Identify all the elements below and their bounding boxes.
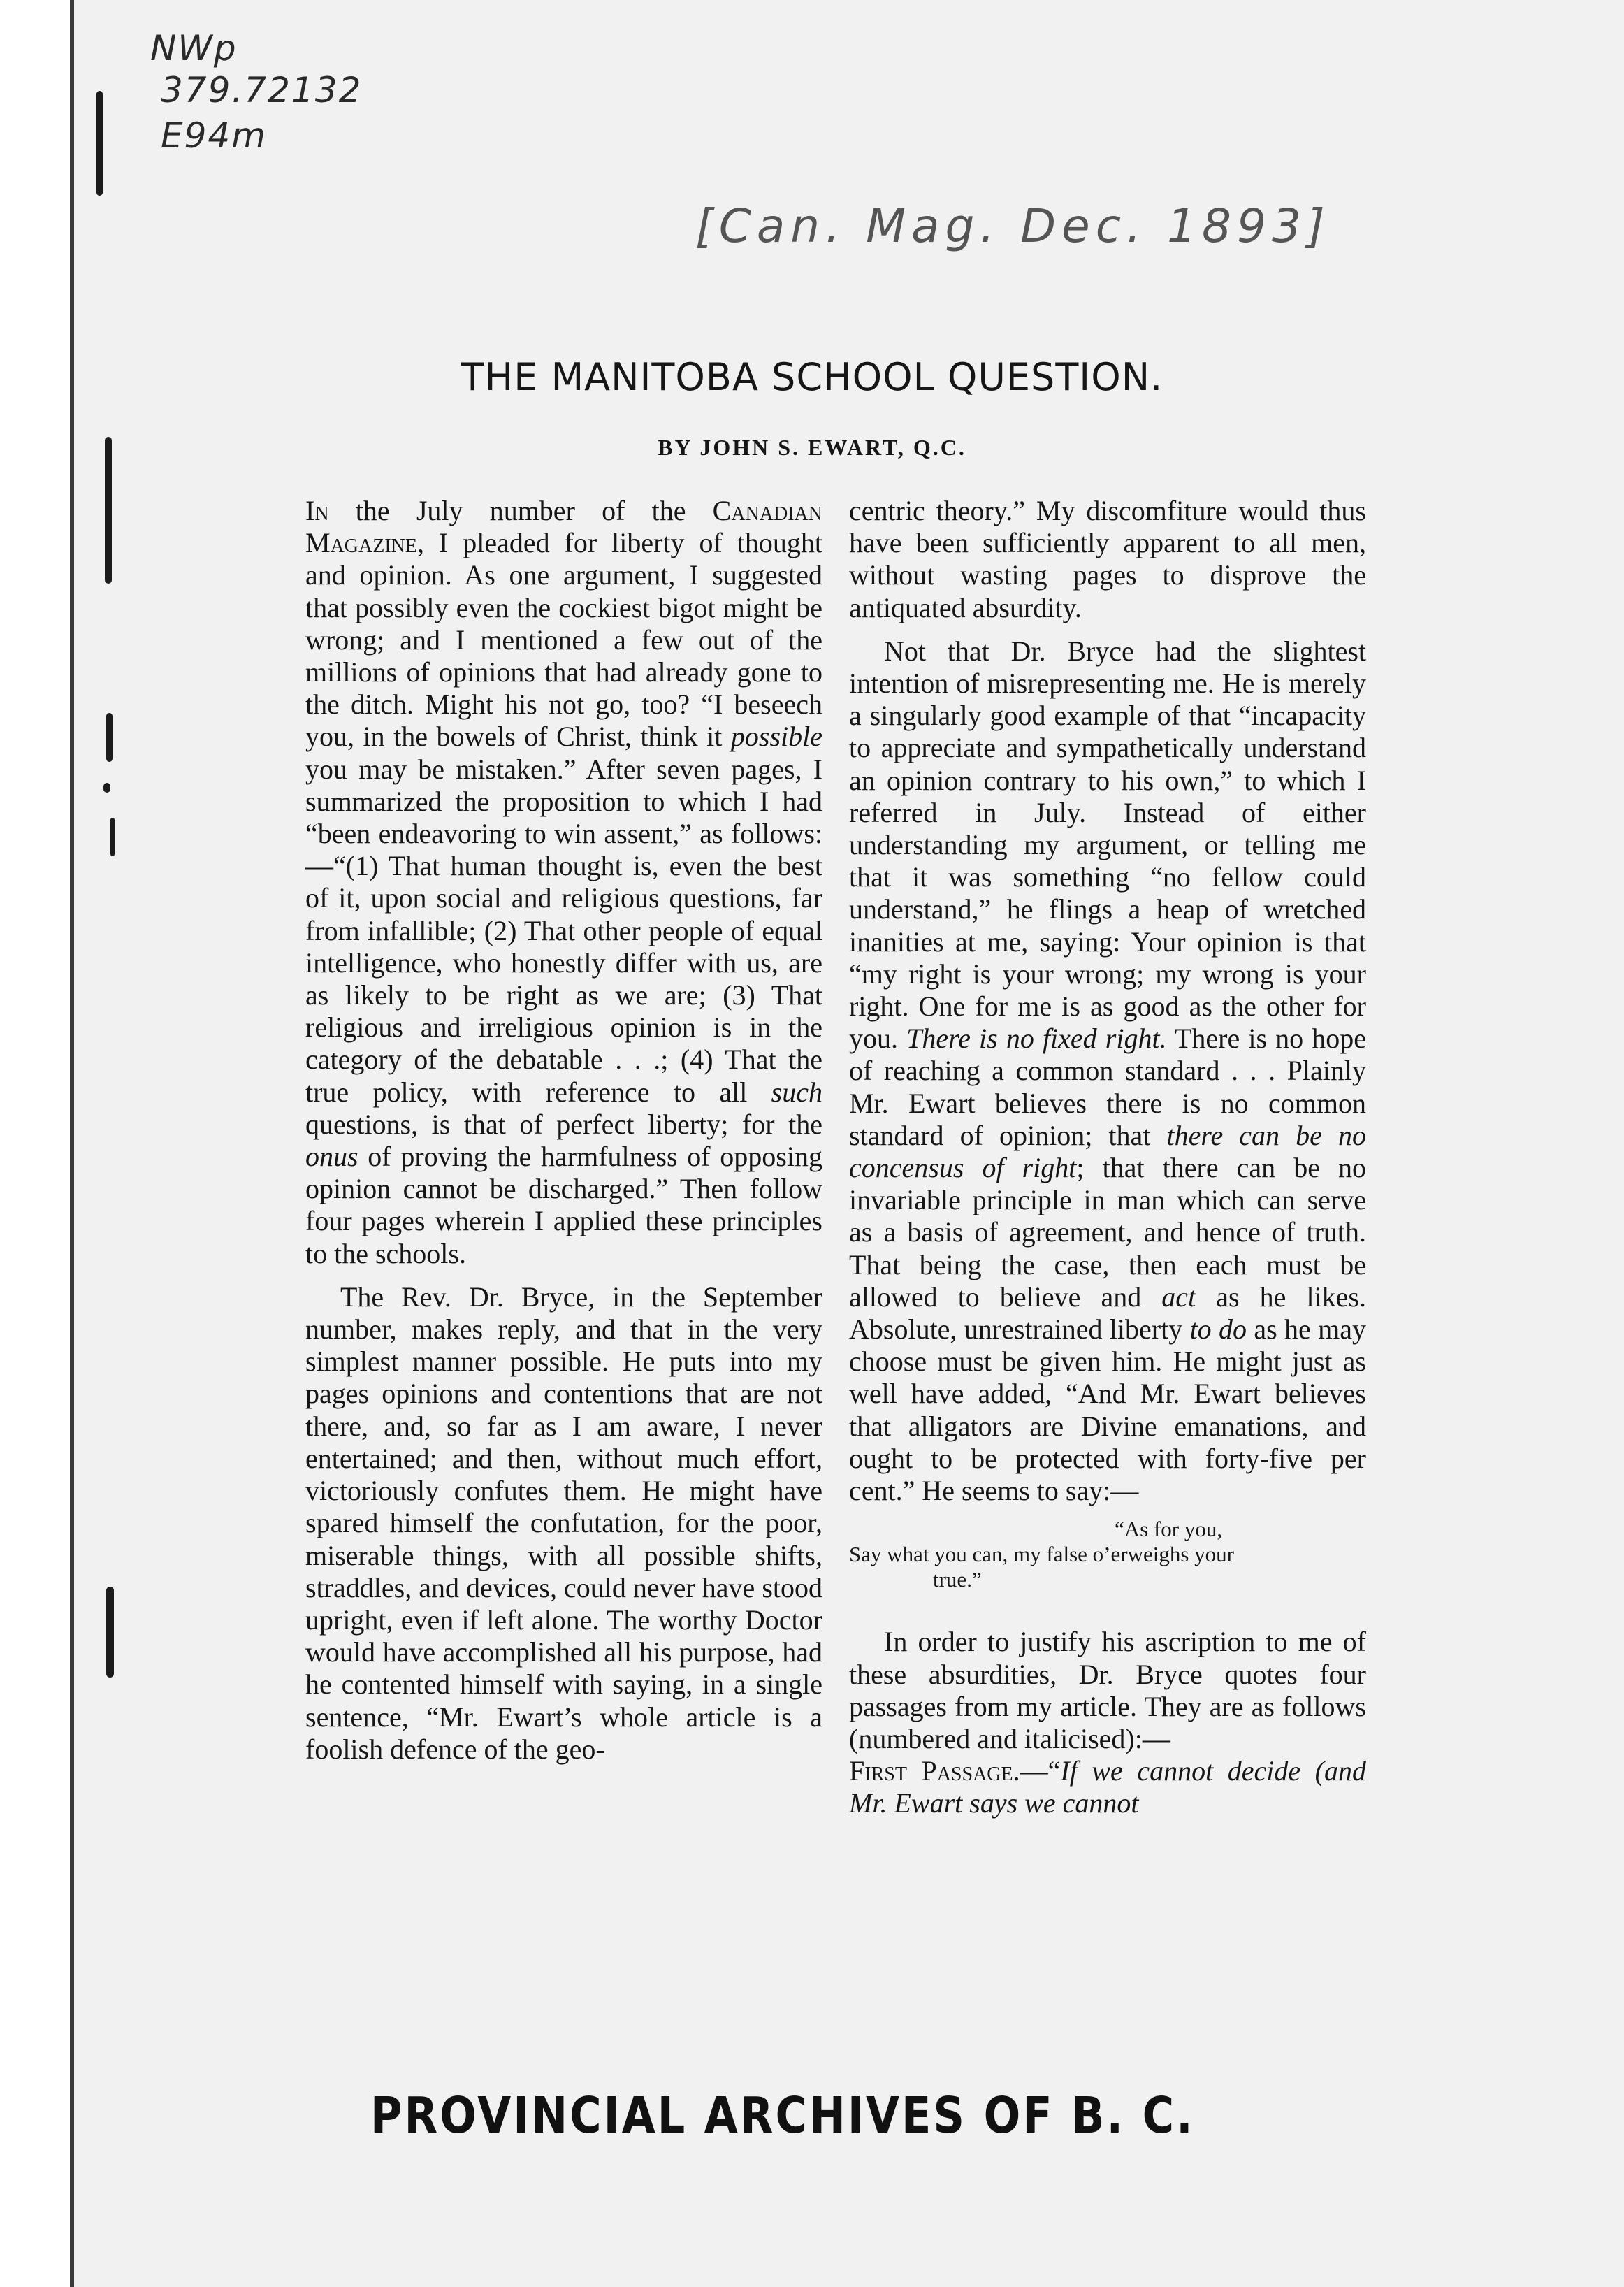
article-byline: BY JOHN S. EWART, Q.C. xyxy=(658,435,966,460)
right-column xyxy=(849,495,1366,1820)
margin-mark xyxy=(103,783,110,793)
left-column xyxy=(305,495,822,1766)
source-note: [Can. Mag. Dec. 1893] xyxy=(695,199,1331,253)
quote-line: Say what you can, my false o’erweighs your xyxy=(849,1542,1234,1567)
call-number-line-2: 379.72132 xyxy=(161,70,363,110)
quote-line: “As for you, xyxy=(1115,1517,1223,1542)
paragraph: The Rev. Dr. Bryce, in the September number, makes reply, and that in the very simplest manner possible. He puts into my pages opinions and contentions that are not there, and, so far as I am aware, I never entertained; and then, without much effort, victoriously confutes them. He might have spared himself the confutation, for the poor, miserable things, with all possible shifts, straddles, and devices, could never have stood upright, even if left alone. The worthy Doctor would have accomplished all his purpose, had he contented himself with saying, in a single sentence, “Mr. Ewart’s whole article is a foolish defence of the geo- xyxy=(305,1280,822,1765)
margin-mark xyxy=(106,1587,114,1678)
paragraph: Not that Dr. Bryce had the slightest intention of misrepresenting me. He is merely a singularly good example of that “incapacity to appreciate and sympathetically understand an opinion contrary to his own,” to which I referred in July. Instead of either understanding my argument, or telling me that it was something “no fellow could understand,” he flings a heap of wretched inanities at me, saying: Your opinion is that “my right is your wrong; my wrong is your right. One for me is as good as the other for you. There is no fixed right. There is no hope of reaching a common standard . . . Plainly Mr. Ewart believes there is no common standard of opinion; that there can be no concensus of right; that there can be no invariable principle in man which can serve as a basis of agreement, and hence of truth. That being the case, then each must be allowed to believe and act as he likes. Absolute, unrestrained liberty to do as he may choose must be given him. He might just as well have added, “And Mr. Ewart believes that alligators are Divine emanations, and ought to be protected with forty-five per cent.” He seems to say:— xyxy=(849,635,1366,1507)
paragraph: centric theory.” My discomfiture would thus have been sufficiently apparent to all men, without wasting pages to disprove the antiquated absurdity. xyxy=(849,495,1366,623)
article-title: THE MANITOBA SCHOOL QUESTION. xyxy=(461,355,1163,399)
paragraph: In the July number of the Canadian Magazine, I pleaded for liberty of thought and opinion. As one argument, I suggested that possibly even the cockiest bigot might be wrong; and I mentioned a few out of the millions of opinions that had already gone to the ditch. Might his not go, too? “I beseech you, in the bowels of Christ, think it possible you may be mistaken.” After seven pages, I summarized the proposition to which I had “been endeavoring to win assent,” as follows:—“(1) That human thought is, even the best of it, upon social and religious questions, far from infallible; (2) That other people of equal intelligence, who honestly differ with us, are as likely to be right as we are; (3) That religious and irreligious opinion is in the category of the debatable . . .; (4) That the true policy, with reference to all such questions, is that of perfect liberty; for the onus of proving the harmfulness of opposing opinion cannot be discharged.” Then follow four pages wherein I applied these principles to the schools. xyxy=(305,495,822,1269)
document-page xyxy=(70,0,1624,2287)
call-number-line-3: E94m xyxy=(161,115,267,156)
archives-stamp: PROVINCIAL ARCHIVES OF B. C. xyxy=(370,2086,1195,2145)
margin-mark xyxy=(106,713,113,762)
verse-quote xyxy=(849,1517,1366,1592)
margin-mark xyxy=(110,818,115,856)
paragraph: First Passage.—“If we cannot decide (and Mr. Ewart says we cannot xyxy=(849,1755,1366,1819)
margin-mark xyxy=(96,91,103,196)
call-number-line-1: NWp xyxy=(150,28,238,68)
quote-line: true.” xyxy=(933,1567,982,1592)
paragraph: In order to justify his ascription to me of these absurdities, Dr. Bryce quotes four passages from my article. They are as follows (numbered and italicised):— xyxy=(849,1626,1366,1754)
